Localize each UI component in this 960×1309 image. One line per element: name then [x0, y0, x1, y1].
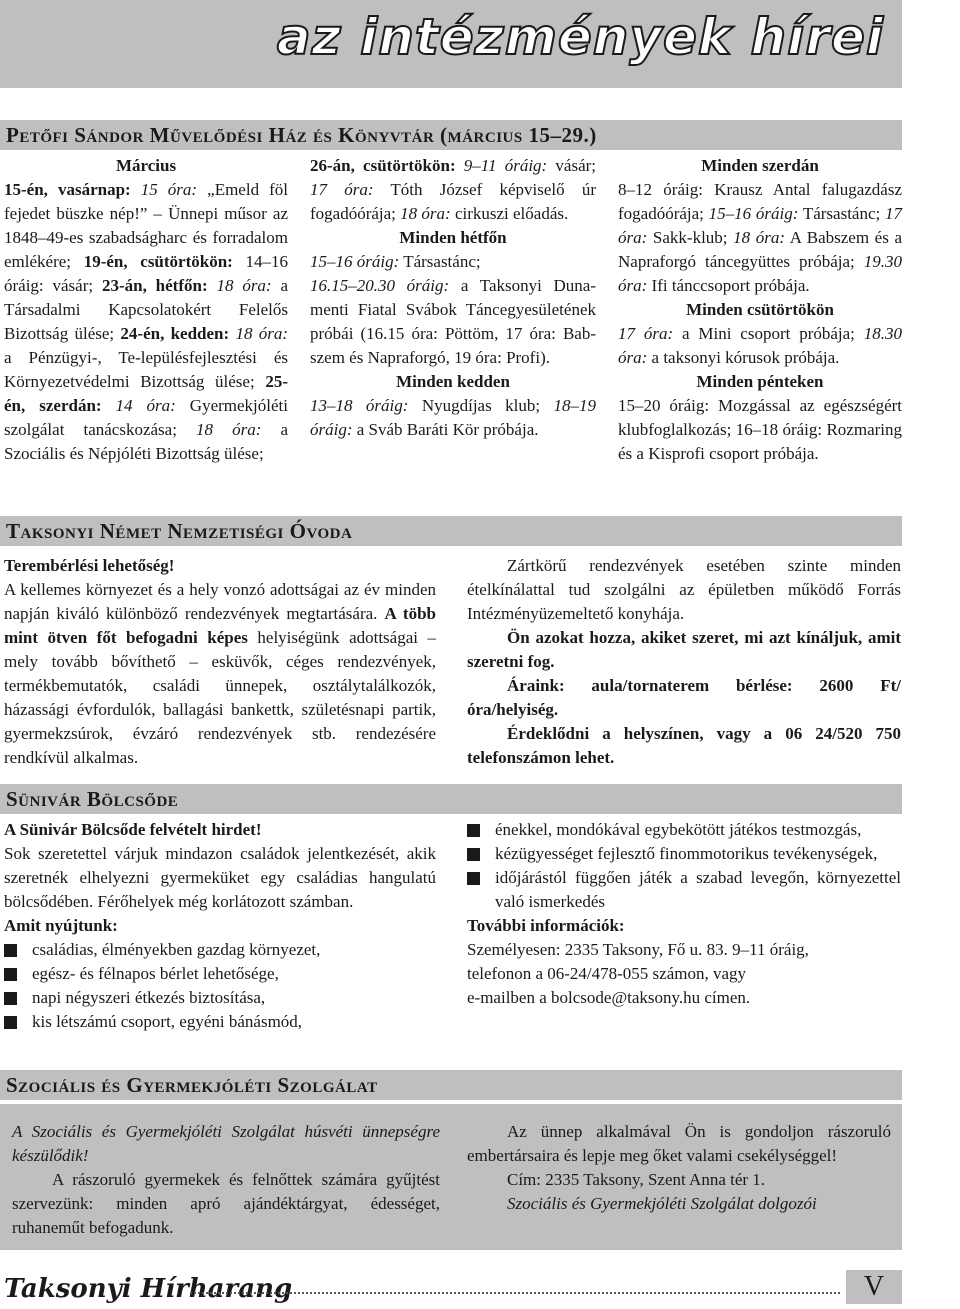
- date-label: 23-án, hétfőn:: [101, 276, 208, 295]
- event-text: a Taksonyi Duna-menti Fiatal Svábok Táncegyesületének próbái (16.15 óra: Pöttöm, 17 óra: Bab-szem és Napraforgó, 19 óra: Profi).: [310, 276, 596, 367]
- time-label: 15–16 óráig:: [310, 252, 400, 271]
- info-heading: További információk:: [467, 916, 625, 935]
- time-label: 15 óra:: [130, 180, 198, 199]
- date-label: 19-én, csütörtökön:: [83, 252, 233, 271]
- date-label: 24-én, kedden:: [120, 324, 230, 343]
- event-text: Társastánc;: [798, 204, 885, 223]
- footer-logo: Taksonyi Hírharang: [4, 1274, 293, 1304]
- event-text: Ifi tánccsoport próbája.: [647, 276, 810, 295]
- list-item: [467, 866, 901, 914]
- month-heading: Március: [115, 156, 177, 175]
- section-heading-szocialis: [0, 1070, 902, 1100]
- petofi-paragraph: 15–20 óráig: Mozgással az egészségért klubfoglalkozás; 16–18 óráig: Rozmaring és a Kisprofi csoport próbája.: [618, 396, 902, 463]
- ovoda-title: Terembérlési lehetőség!: [4, 556, 175, 575]
- list-item-text: napi négyszeri étkezés biztosítása,: [32, 988, 266, 1007]
- list-item: [467, 842, 901, 866]
- event-text: Nyugdíjas klub;: [408, 396, 554, 415]
- section-heading-text: Sünivár Bölcsőde: [6, 787, 179, 811]
- bolcsode-title: A Sünivár Bölcsőde felvételt hirdet!: [4, 820, 262, 839]
- ovoda-contact: Érdeklődni a helyszínen, vagy a 06 24/520 750 telefonszámon lehet.: [467, 724, 901, 767]
- date-label: 25-én, szerdán:: [4, 372, 288, 415]
- event-text: a Társadalmi Kapcsolatokért Felelős Bizottság ülése;: [4, 276, 288, 343]
- event-text: a Szociális és Népjóléti Bizottság ülése;: [4, 420, 289, 463]
- body-text: helyiségünk adottságai – mely tovább bővíthető – esküvők, céges rendezvények, termékbemutatók, családi ünnepek, osztálytalálkozók, házassági évfordulók, ballagási bankettk, születésnapi partik, gyermekzsúrok, évzáró rendezvények stb. rendezésére rendkívül alkalmas.: [4, 628, 436, 767]
- time-label: 18–19 óráig:: [310, 396, 596, 439]
- list-item: [467, 818, 901, 842]
- szocialis-announcement: A Szociális és Gyermekjóléti Szolgálat húsvéti ünnepségre készülődik!: [12, 1122, 440, 1165]
- time-label: 17 óra:: [618, 204, 902, 247]
- page-number: V: [846, 1270, 902, 1304]
- list-item-text: énekkel, mondókával egybekötött játékos testmozgás,: [495, 820, 862, 839]
- bolcsode-intro: Sok szeretettel várjuk mindazon családok jelentkezését, akik szeretnék elhelyezni gyermeküket egy családias hangulatú bölcsődében. Férőhelyek még korlátozott számban.: [4, 844, 436, 911]
- event-text: vásár;: [547, 156, 596, 175]
- list-item: [4, 986, 436, 1010]
- event-text: a Mini csoport próbája;: [673, 324, 864, 343]
- list-item: [4, 938, 436, 962]
- szocialis-address: Cím: 2335 Taksony, Szent Anna tér 1.: [507, 1170, 766, 1189]
- szocialis-right-column: [467, 1120, 891, 1216]
- petofi-paragraph: [310, 154, 596, 226]
- szocialis-left-column: [12, 1120, 440, 1240]
- petofi-paragraph: [310, 394, 596, 442]
- section-heading-text: Petőfi Sándor Művelődési Ház és Könyvtár (március 15–29.): [6, 123, 597, 147]
- event-text: Gyermekjóléti szolgálat tanácskozása;: [4, 396, 288, 439]
- time-label: 17 óra:: [618, 324, 674, 343]
- bullet-square-icon: [467, 824, 480, 837]
- list-item: [4, 962, 436, 986]
- info-line: e-mailben a bolcsode@taksony.hu címen.: [467, 988, 751, 1007]
- event-text: cirkuszi előadás.: [450, 204, 569, 223]
- list-item: [4, 1010, 436, 1034]
- weekday-heading: Minden pénteken: [696, 372, 824, 391]
- weekday-heading: Minden kedden: [396, 372, 510, 391]
- petofi-paragraph: [4, 178, 288, 466]
- event-text: a taksonyi kórusok próbája.: [647, 348, 840, 367]
- time-label: 18 óra:: [733, 228, 786, 247]
- time-label: 18 óra:: [207, 276, 272, 295]
- event-text: 8–12 óráig: Krausz Antal falugazdász fogadóórája;: [618, 180, 902, 223]
- time-label: 9–11 óráig:: [455, 156, 548, 175]
- header-banner: [0, 0, 902, 88]
- date-label: 15-én, vasárnap:: [4, 180, 131, 199]
- info-line: telefonon a 06-24/478-055 számon, vagy: [467, 964, 747, 983]
- event-text: a Pénzügyi-, Te-lepülésfejlesztési és Környezetvédelmi Bizottság ülése;: [4, 348, 288, 391]
- event-text: A Babszem és a Napraforgó táncegyüttes próbája;: [618, 228, 903, 271]
- szocialis-signature: Szociális és Gyermekjóléti Szolgálat dolgozói: [507, 1194, 817, 1213]
- page-title: az intézmények hírei: [276, 8, 884, 66]
- ovoda-paragraph: [4, 578, 436, 770]
- section-heading-text: Taksonyi Német Nemzetiségi Óvoda: [6, 519, 353, 543]
- ovoda-left-column: [4, 554, 436, 770]
- ovoda-right-column: [467, 554, 901, 770]
- bullet-square-icon: [4, 944, 17, 957]
- time-label: 18 óra:: [229, 324, 289, 343]
- bolcsode-left-column: [4, 818, 436, 1034]
- section-heading-bolcsode: [0, 784, 902, 814]
- petofi-column-2: [310, 154, 596, 442]
- ovoda-paragraph: Zártkörű rendezvények esetében szinte minden ételkínálattal tud szolgálni az épületben működő Forrás Intézményüzemeltető konyhája.: [467, 556, 901, 623]
- time-label: 18.30 óra:: [618, 324, 902, 367]
- time-label: 15–16 óráig:: [708, 204, 799, 223]
- section-heading-text: Szociális és Gyermekjóléti Szolgálat: [6, 1073, 378, 1097]
- event-text: Társastánc;: [399, 252, 481, 271]
- event-text: 14–16 óráig: vásár;: [4, 252, 288, 295]
- weekday-heading: Minden szerdán: [701, 156, 819, 175]
- offer-heading: Amit nyújtunk:: [4, 916, 118, 935]
- ovoda-prices: Áraink: aula/tornaterem bérlése: 2600 Ft/óra/helyiség.: [467, 676, 901, 719]
- section-heading-petofi: [0, 120, 902, 150]
- petofi-column-3: [618, 154, 902, 466]
- list-item-text: kézügyességet fejlesztő finommotorikus tevékenységek,: [495, 844, 878, 863]
- time-label: 19.30 óra:: [618, 252, 902, 295]
- szocialis-paragraph: A rászoruló gyermekek és felnőttek számára gyűjtést szervezünk: minden apró ajándéktárgyat, édességet, ruhaneműt befogadunk.: [12, 1170, 440, 1237]
- time-label: 13–18 óráig:: [310, 396, 409, 415]
- weekday-heading: Minden hétfőn: [399, 228, 507, 247]
- bullet-square-icon: [467, 848, 480, 861]
- info-line: Személyesen: 2335 Taksony, Fő u. 83. 9–11 óráig,: [467, 940, 809, 959]
- event-text: „Emeld föl fejedet büszke nép!” – Ünnepi műsor az 1848–49-es szabadságharc és forradalom emlékére;: [4, 180, 288, 271]
- date-label: 26-án, csütörtökön:: [310, 156, 456, 175]
- bullet-square-icon: [467, 872, 480, 885]
- time-label: 16.15–20.30 óráig:: [310, 276, 450, 295]
- section-heading-ovoda: [0, 516, 902, 546]
- weekday-heading: Minden csütörtökön: [686, 300, 834, 319]
- bolcsode-right-column: [467, 818, 901, 1010]
- time-label: 18 óra:: [196, 420, 262, 439]
- list-item-text: kis létszámú csoport, egyéni bánásmód,: [32, 1012, 303, 1031]
- petofi-paragraph: [618, 322, 902, 370]
- petofi-paragraph: [618, 178, 902, 298]
- body-text: A kellemes környezet és a hely vonzó adottságai az év minden napján kiváló különböző rendezvények megtartására.: [4, 580, 436, 623]
- petofi-paragraph: [310, 274, 596, 370]
- szocialis-paragraph: Az ünnep alkalmával Ön is gondoljon rászoruló embertársaira és lepje meg őket valami csekélységgel!: [467, 1122, 891, 1165]
- list-item-text: családias, élményekben gazdag környezet,: [32, 940, 321, 959]
- time-label: 14 óra:: [101, 396, 176, 415]
- time-label: 17 óra:: [310, 180, 374, 199]
- list-item-text: időjárástól függően játék a szabad levegőn, környezettel való ismerkedés: [495, 868, 901, 911]
- bullet-square-icon: [4, 1016, 17, 1029]
- footer-divider: [190, 1292, 840, 1294]
- petofi-paragraph: [310, 250, 596, 274]
- event-text: Sakk-klub;: [647, 228, 734, 247]
- bullet-square-icon: [4, 968, 17, 981]
- petofi-column-1: [4, 154, 288, 466]
- event-text: Tóth József képviselő úr fogadóórája;: [310, 180, 596, 223]
- time-label: 18 óra:: [400, 204, 451, 223]
- ovoda-slogan: Ön azokat hozza, akiket szeret, mi azt kínáljuk, amit szeretni fog.: [467, 628, 901, 671]
- bullet-square-icon: [4, 992, 17, 1005]
- event-text: a Sváb Baráti Kör próbája.: [352, 420, 539, 439]
- highlight-text: A több mint ötven főt befogadni képes: [4, 604, 436, 647]
- list-item-text: egész- és félnapos bérlet lehetősége,: [32, 964, 279, 983]
